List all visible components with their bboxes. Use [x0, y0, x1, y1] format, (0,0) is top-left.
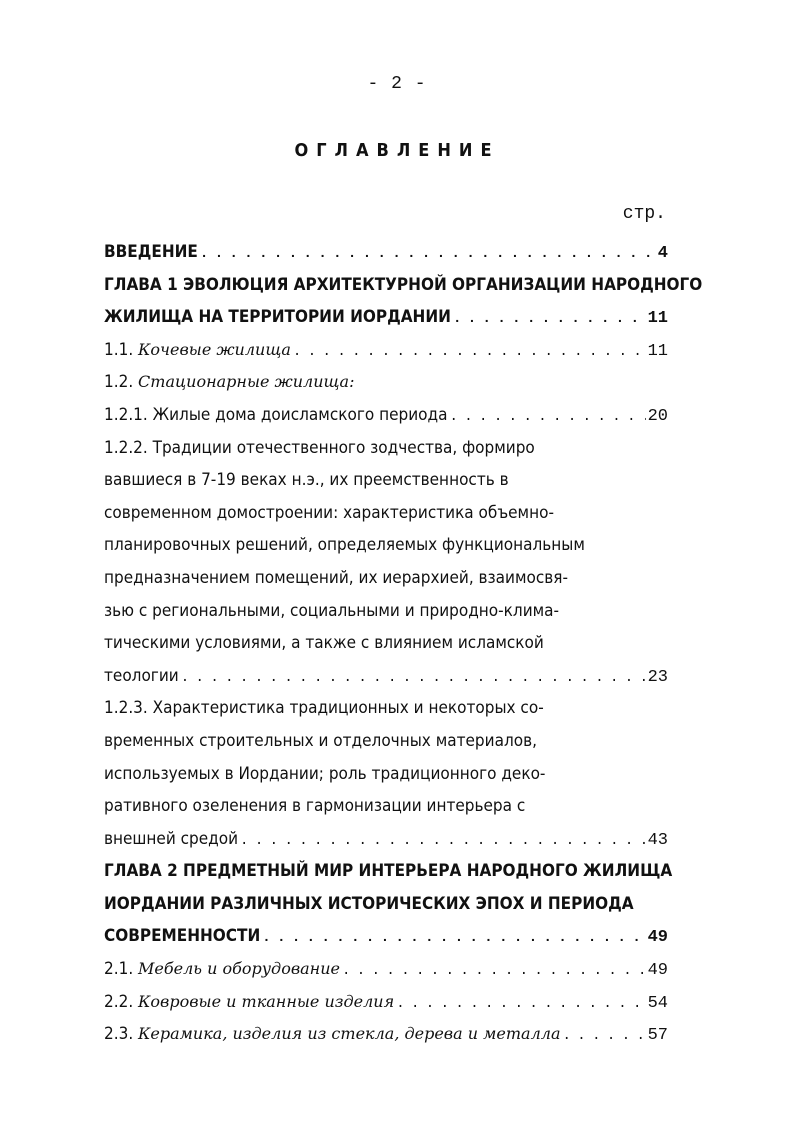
page-column-label: стр.: [622, 204, 666, 224]
toc-entry-page: 20: [647, 406, 668, 426]
toc-entry-text: Стационарные жилища:: [138, 372, 355, 392]
toc-entry-text: ративного озеленения в гармонизации интерьера с: [104, 796, 526, 817]
toc-entry-text: вавшиеся в 7-19 веках н.э., их преемственность в: [104, 470, 509, 491]
toc-entry-continuation: [104, 758, 668, 791]
toc-entry-text: Жилые дома доисламского периода: [152, 404, 448, 425]
dot-leader: [396, 988, 645, 1021]
toc-entry-continuation: [104, 660, 668, 693]
toc-entry-1-2-2[interactable]: [104, 432, 668, 465]
dot-leader: [240, 825, 646, 858]
toc-entry-text: ИОРДАНИИ РАЗЛИЧНЫХ ИСТОРИЧЕСКИХ ЭПОХ И ПЕРИОДА: [104, 893, 634, 914]
toc-entry-chapter-2-cont: [104, 888, 668, 921]
toc-entry-page: 49: [647, 961, 668, 981]
section-number: 1.2.1.: [104, 404, 148, 425]
dot-leader: [293, 336, 646, 369]
toc-entry-text: зью с региональными, социальными и природно-клима-: [104, 600, 560, 621]
toc-entry-2-3[interactable]: [104, 1018, 668, 1051]
toc-entry-chapter-1[interactable]: [104, 269, 703, 302]
dot-leader: [449, 401, 645, 434]
toc-entry-continuation: [104, 497, 668, 530]
toc-entry-page: 23: [647, 667, 668, 687]
toc-entry-text: Керамика, изделия из стекла, дерева и металла: [138, 1024, 561, 1044]
toc-entry-page: 11: [647, 341, 668, 361]
section-number: 2.1.: [104, 959, 134, 980]
toc-entry-chapter-2-cont: [104, 920, 668, 953]
toc-entry-continuation: [104, 725, 668, 758]
section-number: 2.2.: [104, 991, 134, 1012]
toc-entry-text: внешней средой: [104, 828, 239, 849]
toc-entry-text: ГЛАВА 1 ЭВОЛЮЦИЯ АРХИТЕКТУРНОЙ ОРГАНИЗАЦИИ НАРОДНОГО: [104, 274, 703, 295]
toc-entry-page: 4: [657, 244, 668, 263]
toc-entry-continuation: [104, 627, 668, 660]
toc-entry-text: современном домостроении: характеристика объемно-: [104, 502, 554, 523]
section-number: 1.1.: [104, 339, 134, 360]
toc-entry-text: ВВЕДЕНИЕ: [104, 242, 198, 262]
section-number: 2.3.: [104, 1024, 134, 1045]
toc-entry-1-2-3[interactable]: [104, 692, 668, 725]
toc-entry-page: 43: [647, 830, 668, 850]
toc-entry-page: 57: [647, 1026, 668, 1046]
dot-leader: [563, 1020, 646, 1053]
toc-entry-text: Традиции отечественного зодчества, формиро: [152, 437, 535, 458]
toc-entry-page: 49: [647, 928, 668, 948]
toc-entry-1-1[interactable]: [104, 334, 668, 367]
toc-entry-text: Ковровые и тканные изделия: [138, 991, 395, 1011]
toc-entry-chapter-1-cont[interactable]: [104, 301, 668, 334]
toc-entry-continuation: [104, 790, 668, 823]
toc-entry-1-2-1[interactable]: [104, 399, 668, 432]
toc-entry-text: тическими условиями, а также с влиянием исламской: [104, 633, 544, 654]
dot-leader: [181, 662, 646, 695]
toc-entry-page: 11: [647, 309, 668, 329]
toc-entry-continuation: [104, 529, 668, 562]
page-title: ОГЛАВЛЕНИЕ: [294, 140, 500, 161]
table-of-contents: [104, 236, 703, 1051]
toc-entry-text: СОВРЕМЕННОСТИ: [104, 926, 261, 947]
toc-entry-text: используемых в Иордании; роль традиционного деко-: [104, 763, 546, 784]
page-number: - 2 -: [367, 74, 427, 94]
dot-leader: [262, 922, 645, 955]
toc-entry-continuation: [104, 595, 668, 628]
toc-entry-continuation: [104, 823, 668, 856]
dot-leader: [200, 238, 656, 271]
dot-leader: [342, 955, 646, 988]
toc-entry-text: временных строительных и отделочных материалов,: [104, 730, 537, 751]
toc-entry-2-2[interactable]: [104, 986, 668, 1019]
toc-entry-text: Мебель и оборудование: [138, 959, 340, 979]
toc-entry-2-1[interactable]: [104, 953, 668, 986]
section-number: 1.2.: [104, 372, 134, 393]
toc-entry-text: ЖИЛИЩА НА ТЕРРИТОРИИ ИОРДАНИИ: [104, 307, 451, 328]
toc-entry-page: 54: [647, 993, 668, 1013]
toc-entry-text: предназначением помещений, их иерархией, взаимосвя-: [104, 567, 569, 588]
toc-entry-text: Кочевые жилища: [138, 339, 291, 359]
toc-entry-chapter-2[interactable]: [104, 855, 673, 888]
toc-entry-text: планировочных решений, определяемых функциональным: [104, 535, 585, 556]
toc-entry-1-2[interactable]: [104, 366, 668, 399]
dot-leader: [453, 303, 646, 336]
section-number: 1.2.2.: [104, 437, 148, 458]
toc-entry-text: ГЛАВА 2 ПРЕДМЕТНЫЙ МИР ИНТЕРЬЕРА НАРОДНОГО ЖИЛИЩА: [104, 861, 673, 882]
toc-entry-text: Характеристика традиционных и некоторых со-: [152, 698, 544, 719]
toc-entry-continuation: [104, 464, 668, 497]
section-number: 1.2.3.: [104, 698, 148, 719]
toc-entry-text: теологии: [104, 665, 179, 686]
toc-entry-continuation: [104, 562, 668, 595]
toc-entry-introduction[interactable]: [104, 236, 668, 269]
